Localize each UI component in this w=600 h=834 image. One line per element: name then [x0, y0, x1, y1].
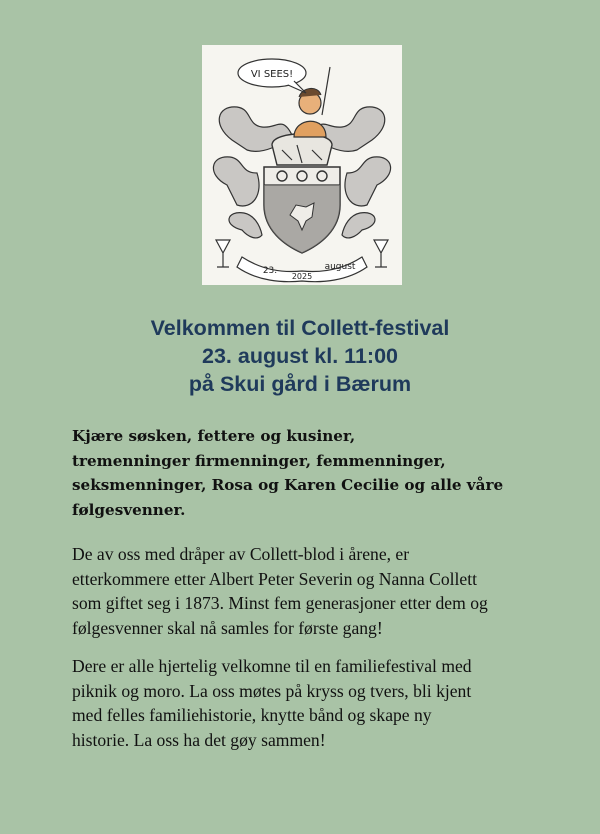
- speech-bubble-text: VI SEES!: [250, 69, 294, 80]
- paragraph-line: som giftet seg i 1873. Minst fem generasjoner etter dem og: [72, 593, 488, 613]
- coat-of-arms-illustration: [202, 45, 402, 285]
- paragraph-line: historie. La oss ha det gøy sammen!: [72, 729, 326, 750]
- paragraph-line: De av oss med dråper av Collett-blod i årene, er: [72, 544, 410, 564]
- greeting-paragraph: [72, 424, 572, 522]
- event-heading: [0, 314, 600, 398]
- heading-date: 23. august kl. 11:00: [202, 344, 398, 368]
- greeting-line: følgesvenner.: [72, 500, 186, 519]
- heading-location: på Skui gård i Bærum: [188, 372, 412, 396]
- paragraph-line: følgesvenner skal nå samles for første gang!: [72, 617, 383, 638]
- intro-paragraph: [72, 542, 572, 640]
- greeting-line: seksmenninger, Rosa og Karen Cecilie og alle våre: [72, 476, 504, 494]
- paragraph-line: etterkommere etter Albert Peter Severin og Nanna Collett: [72, 568, 478, 589]
- paragraph-line: med felles familiehistorie, knytte bånd og skape ny: [72, 705, 432, 725]
- paragraph-line: Dere er alle hjertelig velkomne til en familiefestival med: [72, 656, 472, 676]
- greeting-line: Kjære søsken, fettere og kusiner,: [72, 427, 356, 445]
- ribbon-day-text: 23.: [262, 266, 278, 276]
- ribbon-month-text: august: [324, 262, 356, 272]
- paragraph-line: piknik og moro. La oss møtes på kryss og tvers, bli kjent: [72, 680, 472, 701]
- greeting-line: tremenninger firmenninger, femmenninger,: [72, 451, 446, 470]
- ribbon-year-text: 2025: [291, 272, 313, 281]
- welcome-paragraph: [72, 654, 572, 752]
- heading-title: Velkommen til Collett-festival: [150, 316, 450, 340]
